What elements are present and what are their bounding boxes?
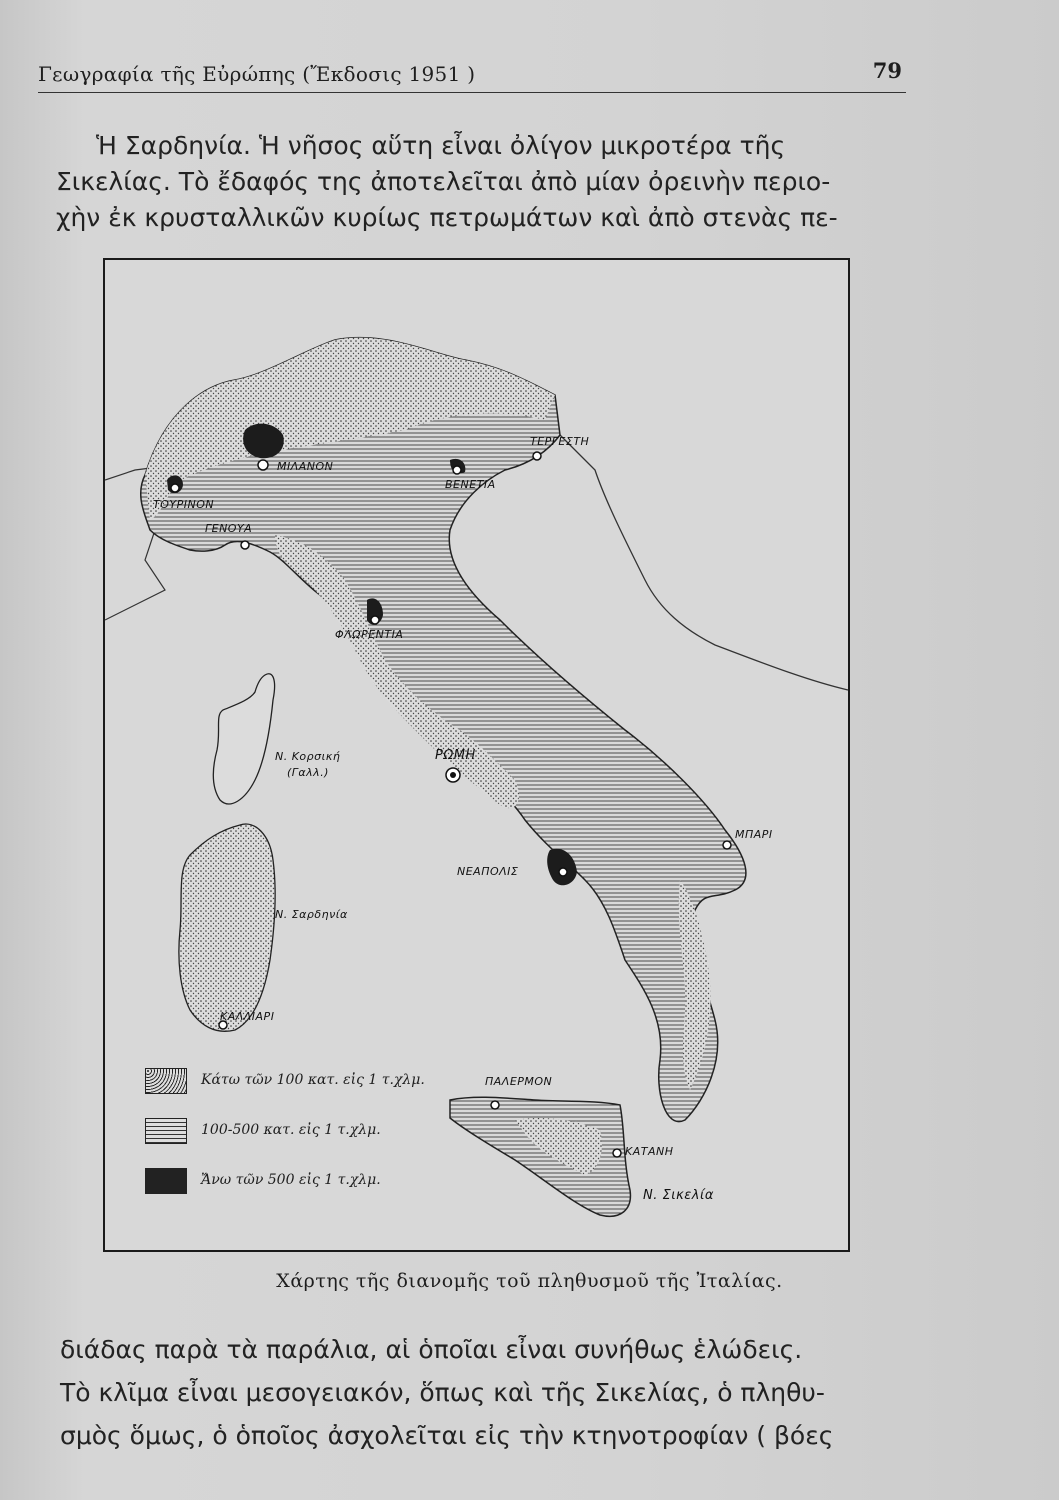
- naples-marker: [559, 868, 567, 876]
- paragraph-line: χὴν ἐκ κρυσταλλικῶν κυρίως πετρωμάτων καὶ ἀπὸ στενὰς πε-: [56, 203, 838, 232]
- label-trieste: ΤΕΡΓΕΣΤΗ: [530, 435, 590, 448]
- paragraph-line: σμὸς ὅμως, ὁ ὁποῖος ἀσχολεῖται εἰς τὴν κτηνοτροφίαν ( βόες: [60, 1421, 834, 1450]
- label-milan: ΜΙΛΑΝΟΝ: [277, 460, 334, 473]
- paragraph-line: Τὸ κλῖμα εἶναι μεσογειακόν, ὅπως καὶ τῆς Σικελίας, ὁ πληθυ-: [60, 1378, 825, 1407]
- legend-lines-swatch: [145, 1118, 187, 1144]
- italy-population-map: [103, 258, 850, 1252]
- legend-label: 100-500 κατ. εἰς 1 τ.χλμ.: [201, 1122, 381, 1138]
- bari-marker: [723, 841, 731, 849]
- label-catania: ΚΑΤΑΝΗ: [625, 1145, 674, 1158]
- label-naples: ΝΕΑΠΟΛΙΣ: [457, 865, 519, 878]
- label-florence: ΦΛΩΡΕΝΤΙΑ: [335, 628, 404, 641]
- corsica-island: [213, 674, 274, 804]
- catania-marker: [613, 1149, 621, 1157]
- legend-dots-swatch: [145, 1068, 187, 1094]
- label-venice: ΒΕΝΕΤΙΑ: [445, 478, 496, 491]
- label-cagliari: ΚΑΛΛΙΑΡΙ: [220, 1010, 275, 1023]
- label-sardinia: Ν. Σαρδηνία: [275, 908, 348, 921]
- genoa-marker: [241, 541, 249, 549]
- legend-label: Κάτω τῶν 100 κατ. εἰς 1 τ.χλμ.: [201, 1072, 425, 1088]
- map-drawing: [105, 260, 848, 1250]
- label-bari: ΜΠΑΡΙ: [735, 828, 773, 841]
- sicily-island: [450, 1097, 630, 1216]
- label-palermo: ΠΑΛΕΡΜΟΝ: [485, 1075, 553, 1088]
- rome-marker-inner: [450, 772, 456, 778]
- header-title: Γεωγραφία τῆς Εὐρώπης (Ἔκδοσις 1951 ): [38, 62, 476, 86]
- milan-marker: [258, 460, 268, 470]
- yugoslav-coast: [560, 435, 848, 690]
- running-header: [38, 58, 906, 93]
- map-caption: Χάρτης τῆς διανομῆς τοῦ πληθυσμοῦ τῆς Ἰταλίας.: [276, 1270, 783, 1292]
- label-corsica-note: (Γαλλ.): [287, 766, 329, 779]
- label-rome: ΡΩΜΗ: [435, 748, 476, 763]
- label-genoa: ΓΕΝΟΥΑ: [205, 522, 253, 535]
- venice-marker: [453, 466, 461, 474]
- paragraph-line: Σικελίας. Τὸ ἔδαφός της ἀποτελεῖται ἀπὸ μίαν ὀρεινὴν περιο-: [56, 167, 831, 196]
- page-number: 79: [872, 58, 902, 83]
- paragraph-line: Ἡ Σαρδηνία. Ἡ νῆσος αὕτη εἶναι ὀλίγον μικροτέρα τῆς: [96, 131, 786, 160]
- turin-marker: [171, 484, 179, 492]
- legend-label: Ἄνω τῶν 500 εἰς 1 τ.χλμ.: [201, 1172, 381, 1188]
- label-corsica: Ν. Κορσική: [275, 750, 341, 763]
- sardinia-island: [179, 824, 275, 1031]
- label-turin: ΤΟΥΡΙΝΟΝ: [153, 498, 215, 511]
- trieste-marker: [533, 452, 541, 460]
- closing-paragraph: [60, 1328, 833, 1457]
- palermo-marker: [491, 1101, 499, 1109]
- label-sicily: Ν. Σικελία: [643, 1188, 714, 1203]
- florence-marker: [371, 616, 379, 624]
- legend-solid-swatch: [145, 1168, 187, 1194]
- intro-paragraph: [56, 128, 838, 236]
- paragraph-line: διάδας παρὰ τὰ παράλια, αἱ ὁποῖαι εἶναι συνήθως ἑλώδεις.: [60, 1335, 803, 1364]
